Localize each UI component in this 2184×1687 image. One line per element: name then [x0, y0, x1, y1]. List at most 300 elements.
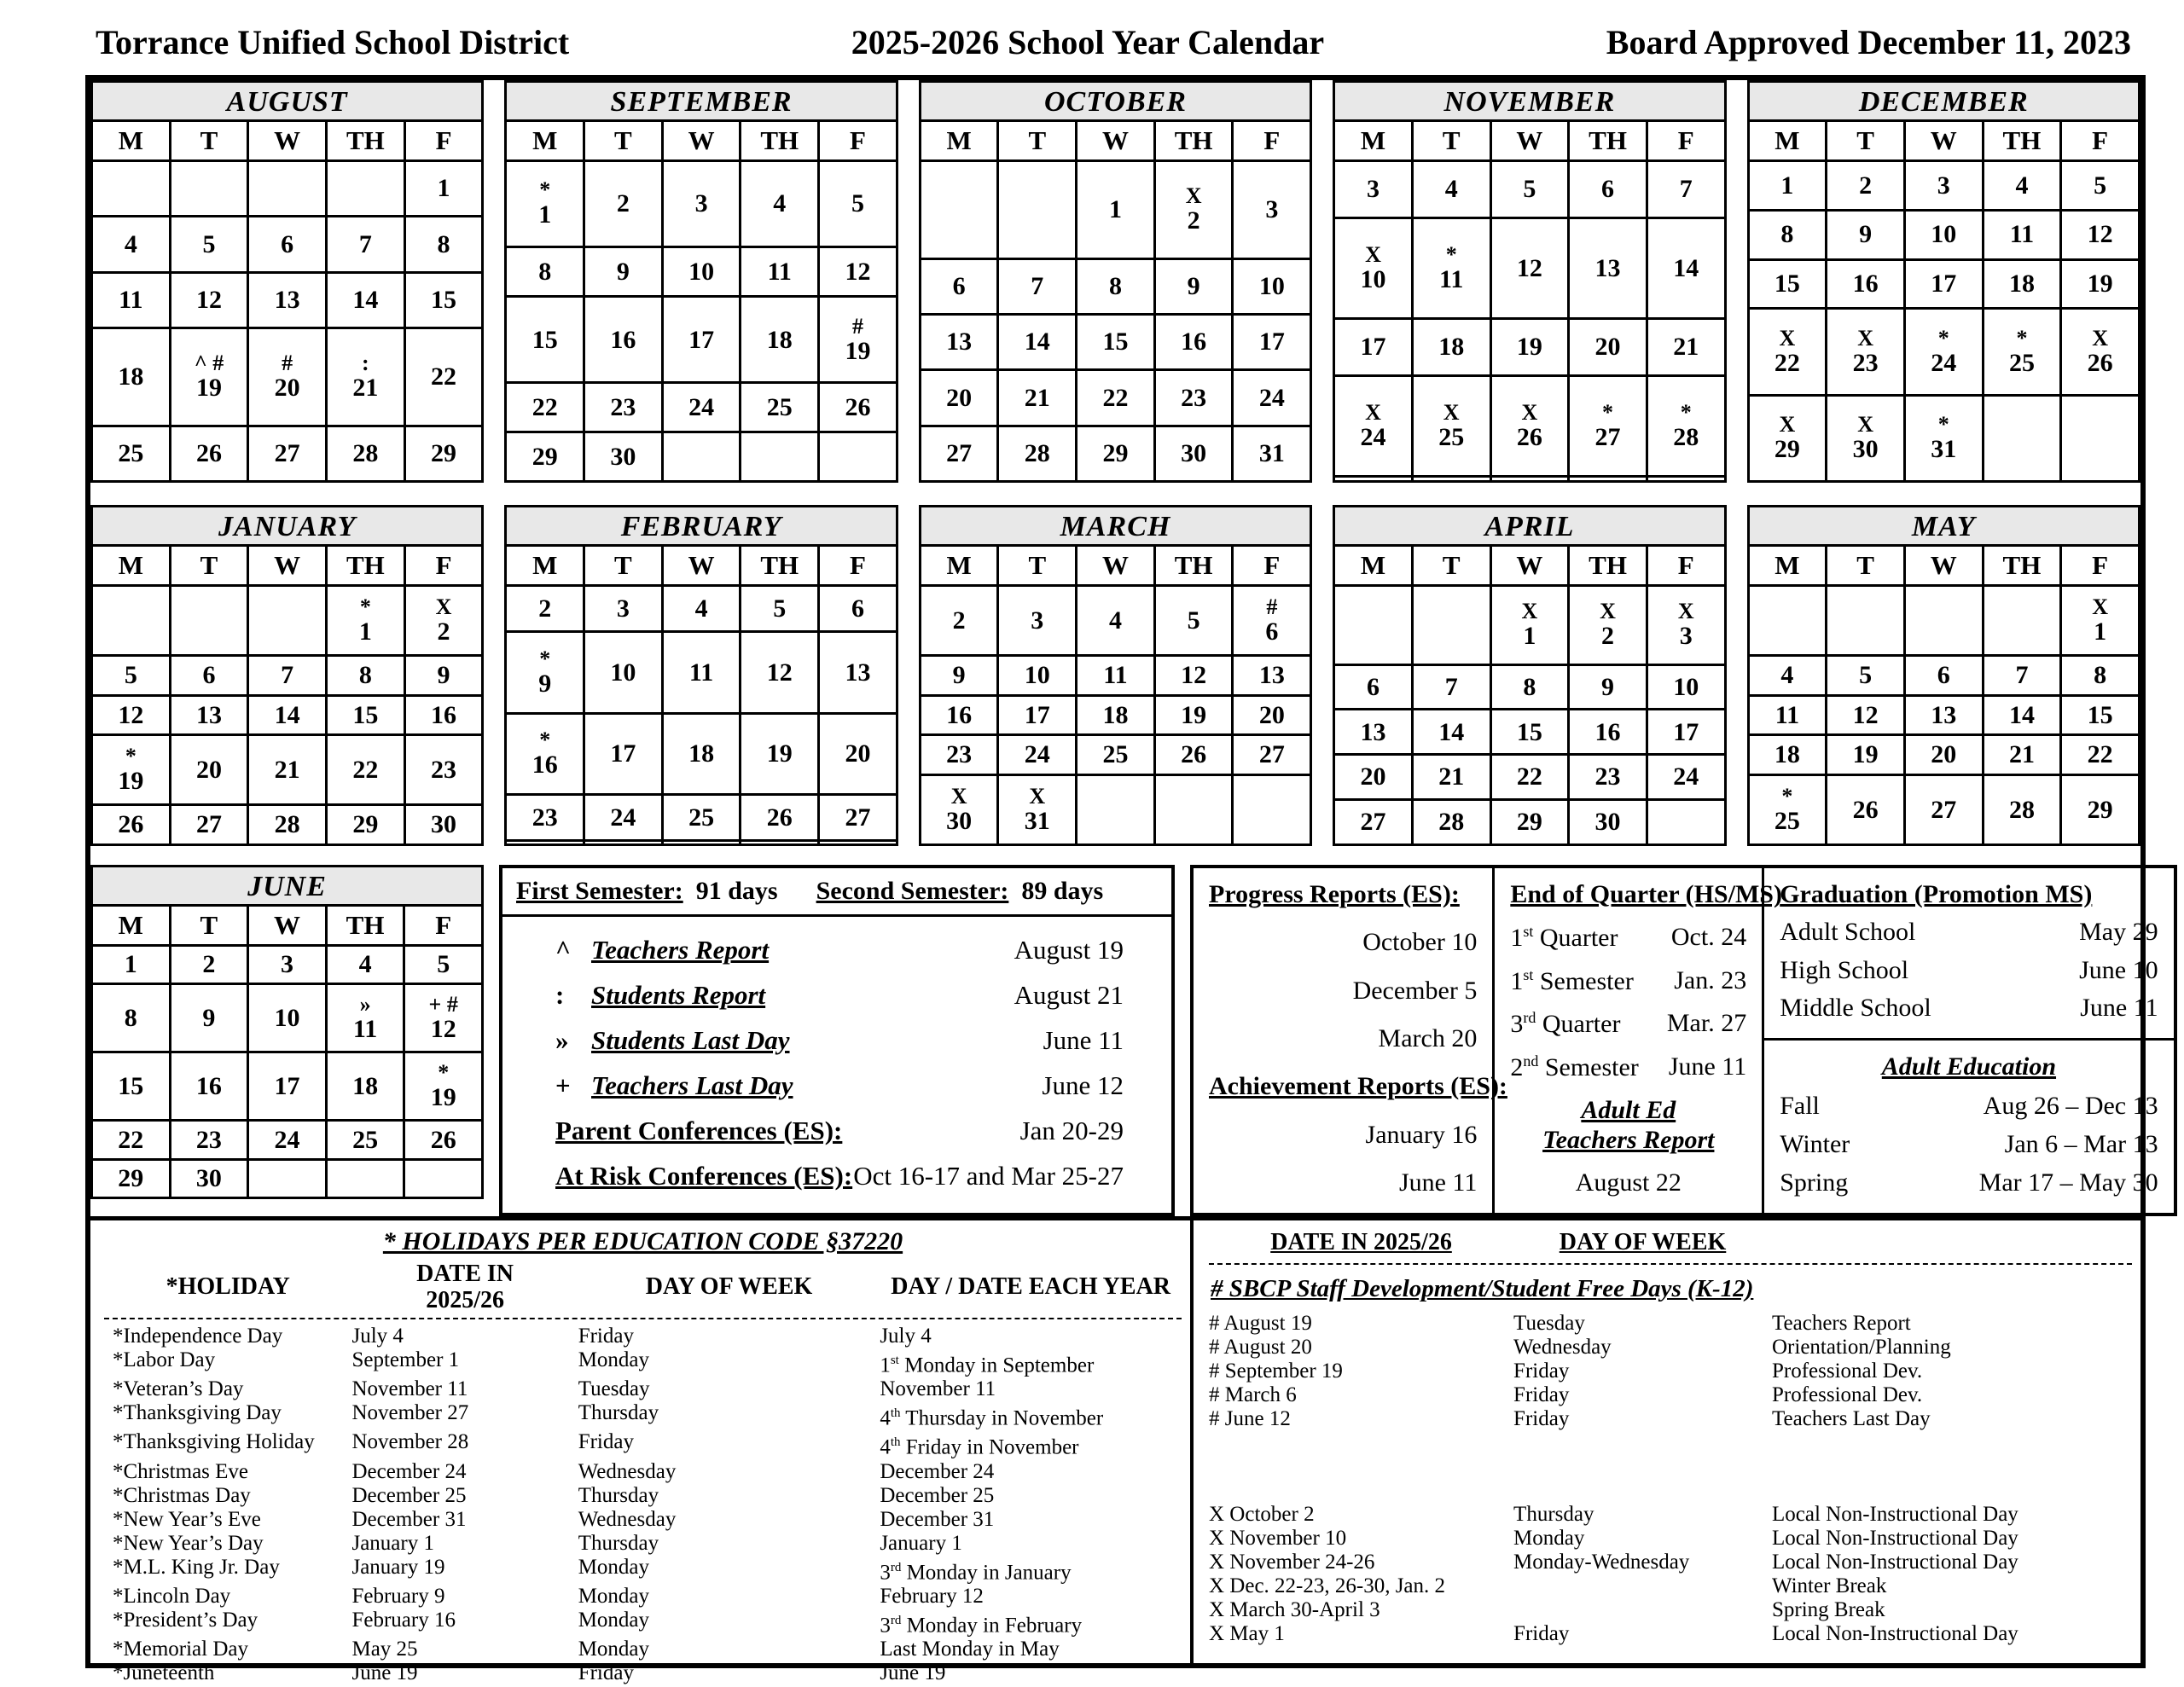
weekday-header: W: [248, 546, 327, 586]
day-symbol: *: [1680, 399, 1692, 425]
month-title: OCTOBER: [919, 80, 1312, 119]
day-number: 27: [196, 810, 222, 839]
day-number: 5: [202, 229, 216, 258]
holiday-name: *Juneteenth: [113, 1661, 215, 1685]
day-cell: [1983, 395, 2061, 481]
day-number: 27: [845, 803, 871, 832]
weekday-header: F: [404, 906, 483, 946]
day-number: 15: [2087, 700, 2113, 729]
day-cell: [170, 984, 248, 1052]
day-number: 29: [118, 1164, 144, 1192]
day-number: 14: [1438, 717, 1465, 746]
day-number: 11: [1439, 264, 1464, 293]
day-cell: [920, 258, 998, 314]
key-symbol: ^: [555, 935, 572, 965]
day-number: 17: [1024, 700, 1050, 729]
day-cell: [1412, 161, 1490, 218]
day-cell: [1983, 695, 2061, 735]
week-row: [506, 161, 897, 247]
weekday-header: TH: [1569, 546, 1647, 586]
month-grid: [1333, 544, 1726, 846]
day-cell: [1647, 710, 1725, 755]
day-cell: [248, 946, 327, 984]
day-cell: [920, 775, 998, 845]
day-cell: [1334, 218, 1413, 319]
week-row: [92, 805, 483, 845]
spacer-cell: [1513, 1479, 1772, 1503]
month-grid: [504, 119, 897, 483]
day-cell: [920, 314, 998, 369]
staff-dev-day-description: Orientation/Planning: [1772, 1336, 1951, 1359]
day-number: 13: [1258, 661, 1285, 690]
week-row: [1748, 395, 2139, 481]
month-title: JANUARY: [90, 505, 484, 544]
holiday-day-each-year: December 31: [880, 1507, 995, 1531]
week-row: [1748, 655, 2139, 695]
calendar-month-february: [504, 505, 897, 846]
holiday-name: *New Year’s Eve: [113, 1507, 261, 1531]
adult-education-dates: Jan 6 – Mar 13: [2004, 1129, 2158, 1158]
day-cell: [741, 713, 819, 794]
day-number: 11: [352, 1015, 378, 1044]
week-row: [920, 735, 1310, 775]
day-cell: [1233, 426, 1311, 481]
day-number: 25: [352, 1125, 379, 1154]
adult-education-term: Spring: [1780, 1168, 1849, 1197]
day-cell: [1904, 775, 1983, 845]
day-cell: [1490, 800, 1569, 845]
day-number: 24: [274, 1125, 300, 1154]
day-symbol: *: [1937, 325, 1949, 351]
semester-days-header: [502, 868, 1171, 917]
day-cell: [1154, 695, 1233, 735]
day-number: 19: [118, 767, 144, 796]
holiday-day-of-week: Monday: [578, 1348, 650, 1371]
day-cell: [1334, 477, 1413, 482]
day-number: 11: [688, 658, 714, 687]
day-cell: [819, 247, 897, 297]
day-cell: [1827, 775, 1905, 845]
day-number: 4: [773, 189, 787, 218]
day-cell: [662, 297, 741, 383]
day-symbol: X: [950, 783, 967, 809]
key-date-row: [555, 1070, 1124, 1101]
key-date: August 21: [1014, 980, 1124, 1010]
day-number: 16: [431, 700, 457, 729]
holiday-date: January 1: [351, 1531, 434, 1555]
day-number: 18: [1438, 333, 1465, 362]
weekday-header: T: [584, 546, 663, 586]
day-cell: [1412, 755, 1490, 800]
weekday-header: TH: [1983, 546, 2061, 586]
staff-dev-day-day-of-week: Wednesday: [1513, 1336, 1612, 1359]
day-cell: [248, 984, 327, 1052]
day-number: 17: [1360, 333, 1386, 362]
day-number: 17: [274, 1071, 300, 1100]
day-cell: [662, 586, 741, 632]
achievement-reports-title: Achievement Reports (ES):: [1209, 1072, 1507, 1101]
day-cell: [327, 586, 405, 656]
day-cell: [2061, 161, 2140, 211]
day-number: 20: [196, 756, 222, 785]
day-number: 6: [1367, 672, 1380, 701]
holiday-day-of-week: Wednesday: [578, 1507, 677, 1531]
day-number: 24: [1258, 383, 1285, 412]
day-number: 30: [1594, 808, 1621, 837]
day-cell: [170, 946, 248, 984]
day-cell: [1827, 735, 1905, 775]
day-cell: [327, 655, 405, 695]
non-instructional-day-day-of-week: Monday: [1513, 1527, 1585, 1550]
day-number: 4: [694, 594, 708, 623]
staff-dev-day-description: Teachers Last Day: [1772, 1407, 1931, 1430]
graduation-section: [1762, 868, 2173, 1213]
graduation-row: [1780, 956, 2158, 985]
day-cell: [326, 1052, 404, 1121]
week-row: [506, 713, 897, 794]
spacer-cell: [1772, 1455, 2132, 1479]
day-number: 11: [1103, 661, 1128, 690]
day-number: 18: [352, 1071, 379, 1100]
day-cell: [326, 1121, 404, 1159]
day-cell: [1647, 161, 1725, 218]
week-row: [506, 841, 897, 845]
day-symbol: X: [1185, 183, 1202, 209]
day-cell: [248, 1052, 327, 1121]
day-number: 22: [531, 393, 558, 422]
week-row: [1334, 586, 1725, 665]
day-cell: [741, 794, 819, 840]
day-cell: [1569, 376, 1647, 477]
day-symbol: *: [1781, 783, 1793, 809]
day-cell: [92, 1121, 171, 1159]
holiday-day-of-week: Friday: [578, 1661, 634, 1685]
day-number: 2: [1859, 171, 1873, 200]
holiday-day-of-week: Thursday: [578, 1531, 659, 1555]
months-row-1: [90, 80, 2140, 483]
day-number: 29: [2087, 795, 2113, 824]
day-number: 14: [1673, 253, 1699, 282]
graduation-row: [1780, 994, 2158, 1023]
key-date: August 19: [1014, 935, 1124, 965]
day-cell: [404, 161, 483, 217]
non-instructional-day-date: X May 1: [1209, 1622, 1285, 1645]
day-symbol: *: [359, 594, 371, 619]
day-cell: [1490, 477, 1569, 482]
holiday-name: *President’s Day: [113, 1608, 258, 1632]
graduation-date: May 29: [2079, 918, 2158, 947]
day-cell: [2061, 210, 2140, 259]
day-cell: [170, 272, 248, 328]
weekday-header: M: [920, 546, 998, 586]
day-number: 29: [431, 439, 457, 468]
week-row: [920, 586, 1310, 656]
month-title: SEPTEMBER: [504, 80, 897, 119]
day-number: 7: [1031, 272, 1044, 301]
day-number: 18: [1774, 740, 1800, 769]
holiday-name: *Thanksgiving Holiday: [113, 1430, 315, 1454]
holiday-name: *Veteran’s Day: [113, 1377, 244, 1400]
day-cell: [506, 297, 584, 383]
day-symbol: X: [2092, 325, 2109, 351]
weekday-header: TH: [1983, 121, 2061, 161]
weekday-header: T: [998, 121, 1077, 161]
day-cell: [1827, 655, 1905, 695]
day-cell: [2061, 695, 2140, 735]
week-row: [1748, 161, 2139, 211]
day-cell: [741, 841, 819, 845]
day-number: 2: [538, 594, 552, 623]
spacer-cell: [1209, 1455, 1513, 1479]
weekday-header: TH: [741, 546, 819, 586]
day-number: 16: [1181, 328, 1207, 357]
staff-dev-day-day-of-week: Tuesday: [1513, 1312, 1585, 1335]
day-cell: [1647, 800, 1725, 845]
months-row-2: [90, 505, 2140, 846]
day-number: 18: [688, 739, 715, 768]
day-number: 3: [1367, 175, 1380, 204]
day-cell: [1827, 695, 1905, 735]
day-number: 19: [430, 1082, 456, 1111]
week-row: [92, 328, 483, 426]
day-number: 13: [1360, 717, 1386, 746]
adult-education-term: Winter: [1780, 1129, 1850, 1158]
day-number: 16: [946, 700, 973, 729]
day-symbol: X: [2092, 594, 2109, 619]
day-number: 26: [766, 803, 793, 832]
quarter-label: 2nd Semester: [1510, 1052, 1639, 1082]
day-cell: [1904, 586, 1983, 656]
day-number: 8: [124, 1004, 137, 1033]
day-cell: [404, 695, 483, 735]
day-cell: [741, 586, 819, 632]
non-instructional-day-description: Local Non-Instructional Day: [1772, 1527, 2018, 1550]
day-number: 23: [1594, 762, 1621, 791]
day-cell: [327, 272, 405, 328]
holidays-column-header: DAY OF WEEK: [645, 1273, 813, 1301]
day-number: 28: [2008, 795, 2035, 824]
month-grid: [919, 119, 1312, 483]
day-cell: [584, 794, 663, 840]
day-number: 22: [431, 362, 457, 391]
holiday-name: *Memorial Day: [113, 1638, 248, 1661]
non-instructional-day-day-of-week: [1513, 1574, 1772, 1598]
day-cell: [326, 946, 404, 984]
day-cell: [1983, 210, 2061, 259]
day-number: 19: [196, 374, 222, 403]
day-cell: [1233, 370, 1311, 426]
week-row: [506, 432, 897, 482]
conference-label: At Risk Conferences (ES):: [555, 1161, 853, 1191]
day-cell: [662, 161, 741, 247]
day-number: 27: [1931, 795, 1957, 824]
day-cell: [819, 432, 897, 482]
day-cell: [1077, 426, 1155, 481]
holiday-date: November 27: [351, 1400, 469, 1424]
adult-education-row: [1780, 1168, 2158, 1197]
holiday-name: *Thanksgiving Day: [113, 1400, 282, 1424]
day-number: 19: [1181, 700, 1207, 729]
day-number: 12: [430, 1015, 456, 1044]
day-symbol: X: [1857, 325, 1873, 351]
day-number: 21: [2008, 740, 2035, 769]
day-cell: [92, 586, 171, 656]
weekday-header: W: [1490, 546, 1569, 586]
day-number: 7: [358, 229, 372, 258]
day-number: 3: [1937, 171, 1950, 200]
day-number: 20: [845, 739, 871, 768]
week-row: [92, 735, 483, 805]
day-number: 25: [688, 803, 715, 832]
holiday-date: February 16: [351, 1608, 456, 1632]
graduation-dates: [1764, 868, 2173, 1041]
adult-education-section: [1764, 1041, 2173, 1213]
progress-reports-section: [1194, 868, 1507, 1213]
conference-date: Oct 16-17 and Mar 25-27: [853, 1161, 1124, 1191]
weekday-header: T: [170, 906, 248, 946]
quarter-row: [1510, 966, 1746, 996]
day-number: 25: [2008, 348, 2035, 377]
day-cell: [920, 161, 998, 259]
day-cell: [1490, 161, 1569, 218]
day-cell: [1827, 586, 1905, 656]
day-cell: [584, 586, 663, 632]
day-cell: [1233, 258, 1311, 314]
weekday-header: W: [662, 121, 741, 161]
day-number: 27: [1594, 422, 1621, 451]
day-cell: [1334, 319, 1413, 376]
day-cell: [248, 1121, 327, 1159]
week-row: [920, 775, 1310, 845]
progress-report-date: October 10: [1362, 928, 1478, 957]
day-number: 6: [1937, 661, 1950, 690]
day-cell: [506, 713, 584, 794]
day-cell: [662, 247, 741, 297]
day-number: 8: [358, 661, 372, 690]
quarter-row: [1510, 923, 1746, 953]
day-number: 27: [1258, 740, 1285, 769]
day-cell: [170, 161, 248, 217]
week-row: [1334, 376, 1725, 477]
weekday-header: T: [1412, 546, 1490, 586]
day-cell: [404, 1159, 483, 1198]
day-cell: [248, 655, 327, 695]
day-cell: [404, 328, 483, 426]
day-number: 23: [946, 740, 973, 769]
day-number: 3: [616, 594, 630, 623]
day-number: 20: [274, 374, 300, 403]
day-cell: [1490, 319, 1569, 376]
week-row: [1748, 735, 2139, 775]
key-label: Students Last Day: [591, 1025, 790, 1055]
key-symbol: :: [555, 980, 565, 1010]
month-title: NOVEMBER: [1333, 80, 1726, 119]
day-cell: [1569, 755, 1647, 800]
month-title: DECEMBER: [1747, 80, 2140, 119]
holiday-date: December 31: [351, 1507, 467, 1531]
weekday-header: M: [920, 121, 998, 161]
holidays-header-row: [104, 1256, 1182, 1319]
sbcp-header-row: [1209, 1226, 2132, 1265]
holiday-day-each-year: November 11: [880, 1377, 996, 1400]
day-cell: [1334, 755, 1413, 800]
day-cell: [584, 841, 663, 845]
day-cell: [998, 735, 1077, 775]
week-row: [92, 217, 483, 272]
staff-dev-day-date: # September 19: [1209, 1359, 1343, 1383]
day-number: 23: [531, 803, 558, 832]
day-cell: [170, 655, 248, 695]
day-number: 7: [1444, 672, 1458, 701]
day-cell: [920, 370, 998, 426]
day-cell: [1077, 370, 1155, 426]
conference-row: [555, 1116, 1124, 1146]
day-number: 30: [195, 1164, 222, 1192]
day-number: 20: [1931, 740, 1957, 769]
day-number: 25: [1438, 422, 1465, 451]
semester-legend: [499, 865, 1175, 1216]
month-grid: [90, 119, 484, 483]
weekday-header: M: [1334, 121, 1413, 161]
day-number: 29: [1516, 808, 1542, 837]
day-cell: [741, 383, 819, 432]
day-number: 2: [952, 606, 966, 635]
day-cell: [741, 161, 819, 247]
day-cell: [1412, 664, 1490, 710]
day-cell: [1904, 259, 1983, 309]
spacer-cell: [1513, 1431, 1772, 1455]
day-number: 3: [1265, 195, 1279, 224]
day-number: 8: [437, 229, 450, 258]
day-symbol: X: [1779, 325, 1796, 351]
day-cell: [170, 426, 248, 481]
day-cell: [170, 735, 248, 805]
first-semester-label: First Semester:: [516, 877, 683, 905]
day-number: 5: [2094, 171, 2107, 200]
day-cell: [1077, 161, 1155, 259]
day-symbol: X: [435, 594, 452, 619]
key-label: Students Report: [591, 980, 766, 1010]
day-cell: [506, 432, 584, 482]
day-cell: [92, 426, 171, 481]
day-cell: [920, 695, 998, 735]
day-number: 1: [1523, 622, 1536, 651]
day-cell: [1233, 161, 1311, 259]
weekday-header: F: [2061, 121, 2140, 161]
day-number: 1: [538, 200, 552, 229]
day-number: 15: [1516, 717, 1542, 746]
weekday-header: W: [248, 906, 327, 946]
graduation-title: Graduation (Promotion MS): [1780, 880, 2093, 908]
week-row: [920, 695, 1310, 735]
day-cell: [2061, 735, 2140, 775]
holiday-date: June 19: [351, 1661, 418, 1685]
day-number: 23: [195, 1125, 222, 1154]
day-number: 20: [1594, 333, 1621, 362]
weekday-header: F: [2061, 546, 2140, 586]
day-cell: [327, 805, 405, 845]
weekday-header: W: [1077, 121, 1155, 161]
calendar-month-june: [90, 865, 484, 1199]
day-symbol: X: [1365, 241, 1381, 267]
day-cell: [998, 586, 1077, 656]
day-number: 6: [1601, 175, 1615, 204]
week-row: [1748, 210, 2139, 259]
day-number: 27: [1360, 808, 1386, 837]
day-number: 12: [1852, 700, 1879, 729]
day-cell: [326, 1159, 404, 1198]
day-cell: [1569, 161, 1647, 218]
